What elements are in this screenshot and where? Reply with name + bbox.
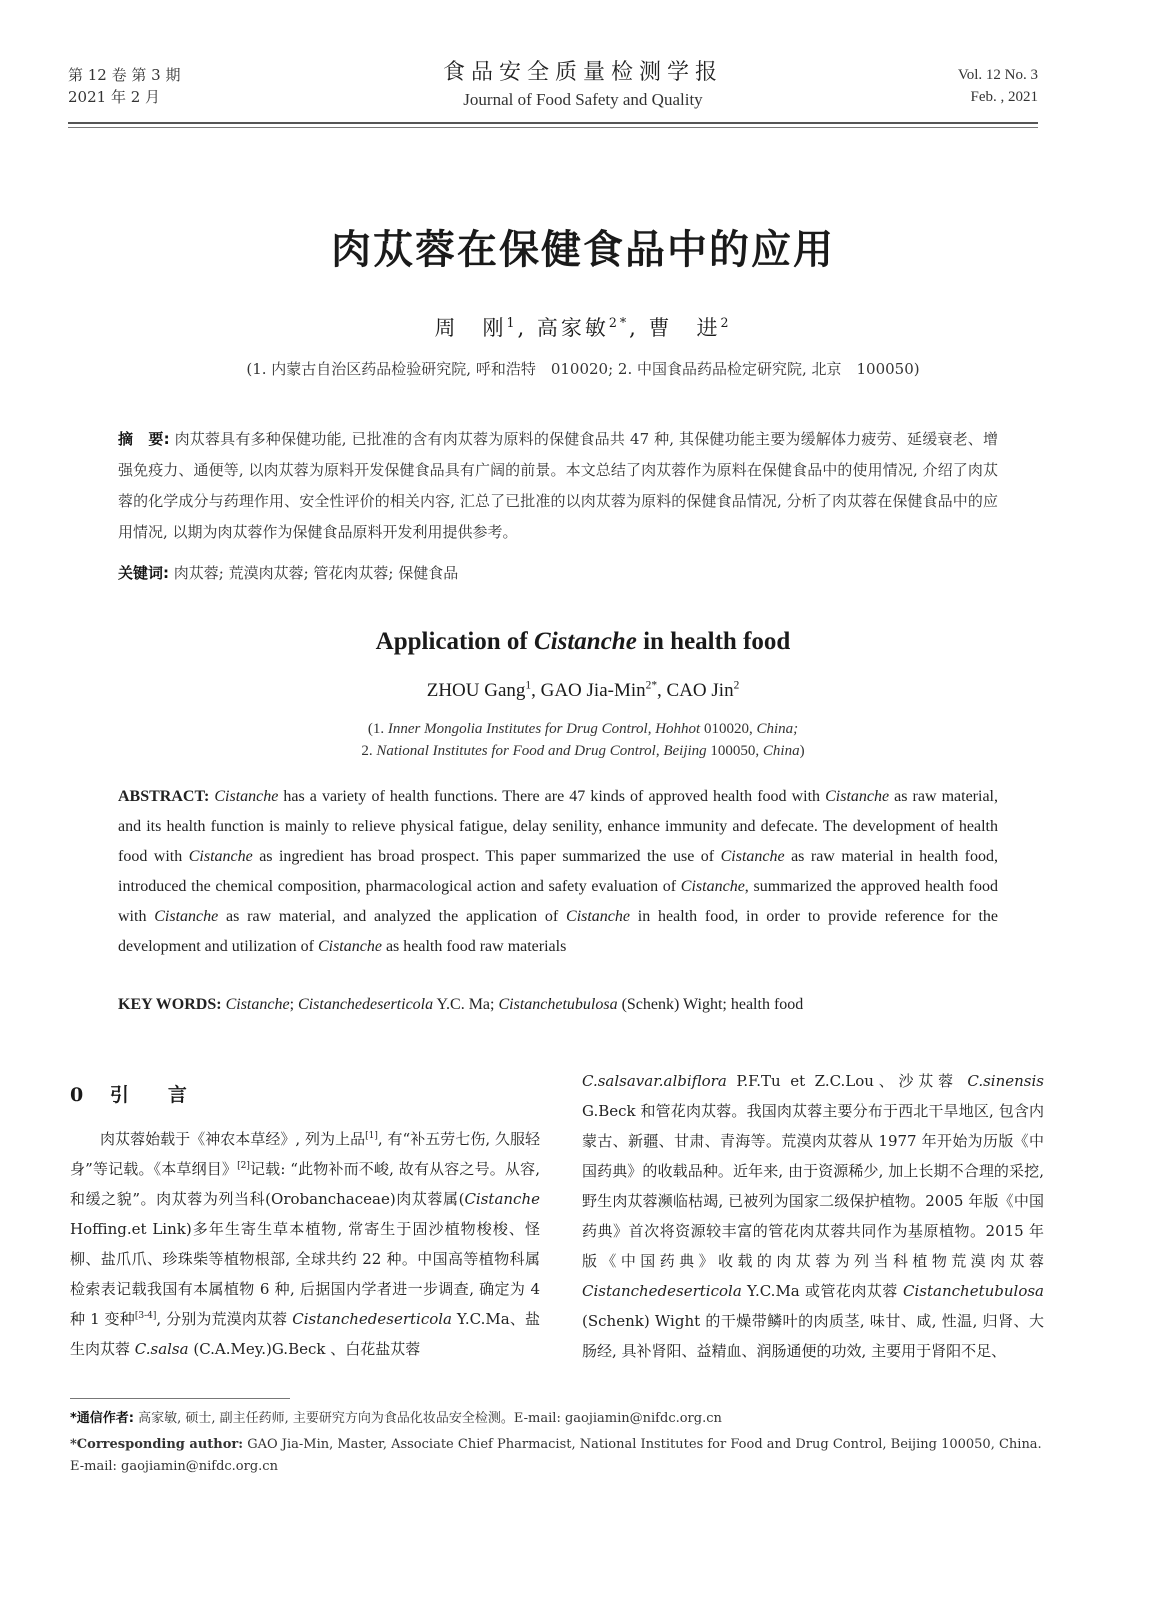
keywords-en-text	[222, 996, 804, 1013]
abstract-cn-text: 肉苁蓉具有多种保健功能, 已批准的含有肉苁蓉为原料的保健食品共 47 种, 其保健功能主要为缓解体力疲劳、延缓衰老、增强免疫力、通便等, 以肉苁蓉为原料开发保健食品具有广阔的前景。本文总结了肉苁蓉作为原料在保健食品中的使用情况, 介绍了肉苁蓉的化学成分与药理作用、安全性评价的相关内容, 汇总了已批准的以肉苁蓉为原料的保健食品情况, 分析了肉苁蓉在保健食品中的应用情况, 以期为肉苁蓉作为保健食品原料开发利用提供参考。	[118, 430, 999, 541]
authors-cn	[0, 312, 1166, 342]
abstract-en-italic: Cistanche	[317, 938, 382, 955]
body-left-text: 记载: “此物补而不峻, 故有从容之号。从容, 和缓之貌”。肉苁蓉为列当科(Orobanchaceae)肉苁蓉属(	[70, 1160, 541, 1208]
author-cn-name: 曹 进	[648, 316, 721, 340]
body-left-text: 肉苁蓉始载于《神农本草经》, 列为上品	[100, 1130, 366, 1148]
author-en-name: GAO Jia-Min	[540, 680, 646, 701]
volume-issue-cn: 第 12 卷 第 3 期	[68, 66, 181, 84]
journal-name-en: Journal of Food Safety and Quality	[463, 90, 703, 109]
author-cn-affil-mark: 2	[720, 315, 732, 330]
abstract-en-text: has a variety of health functions. There are 47 kinds of approved health food with	[278, 788, 826, 805]
abstract-en-italic: Cistanche	[720, 848, 785, 865]
footnote-cn	[70, 1408, 1050, 1430]
affil-en-inst2: National Institutes for Food and Drug Control	[376, 743, 656, 759]
author-cn-affil-mark: 1	[506, 315, 518, 330]
footnote-en-label: *Corresponding author:	[70, 1437, 244, 1452]
footnote-cn-text: 高家敏, 硕士, 副主任药师, 主要研究方向为食品化妆品安全检测。E-mail: gaojiamin@nifdc.org.cn	[134, 1411, 722, 1426]
affiliation-en-line1	[0, 718, 1166, 740]
keywords-en-text: Y.C. Ma;	[433, 996, 499, 1013]
title-en-italic: Cistanche	[534, 628, 637, 655]
body-left-citation: [2]	[237, 1161, 250, 1171]
abstract-cn	[118, 424, 998, 548]
affil-en-code2: 100050,	[706, 743, 763, 759]
author-cn-name: 周 刚	[434, 316, 507, 340]
affil-en-inst1: Inner Mongolia Institutes for Drug Control	[387, 721, 648, 737]
author-en-separator: ,	[531, 680, 541, 701]
body-paragraph-left	[70, 1124, 540, 1364]
keywords-en-label: KEY WORDS:	[118, 996, 222, 1013]
abstract-en-text: as health food raw materials	[381, 938, 567, 955]
keywords-en-italic: Cistanche	[225, 996, 290, 1013]
header-rule-thick	[68, 122, 1038, 124]
abstract-en-text: as raw material, and analyzed the application of	[218, 908, 567, 925]
abstract-en-italic: Cistanche	[680, 878, 745, 895]
keywords-cn	[118, 560, 998, 586]
keywords-en-text: ;	[289, 996, 299, 1013]
body-right-text: G.Beck 和管花肉苁蓉。我国肉苁蓉主要分布于西北干旱地区, 包含内蒙古、新疆、甘肃、青海等。荒漠肉苁蓉从 1977 年开始为历版《中国药典》的收载品种。近年来, 由于资源稀少, 加上长期不合理的采挖, 野生肉苁蓉濒临枯竭, 已被列为国家二级保护植物。2005 年版《中国药典》首次将资源较丰富的管花肉苁蓉共同作为基原植物。2015 年版《中国药典》收载的肉苁蓉为列当科植物荒漠肉苁蓉	[582, 1102, 1044, 1270]
affil-en-country2: China	[762, 743, 800, 759]
affiliation-cn: (1. 内蒙古自治区药品检验研究院, 呼和浩特 010020; 2. 中国食品药品检定研究院, 北京 100050)	[246, 360, 920, 378]
abstract-en-text: in health food, in order to provide reference for the development and utilization of	[118, 908, 999, 955]
author-en-separator: ,	[657, 680, 667, 701]
authors-en	[0, 680, 1166, 702]
body-right-italic: C.sinensis	[967, 1072, 1044, 1090]
body-left-text: Y.C.Ma、盐生肉苁蓉	[70, 1310, 540, 1358]
abstract-en	[118, 782, 998, 962]
author-cn-affil-mark: 2*	[608, 315, 630, 330]
journal-name	[360, 58, 806, 112]
author-en-affil-mark: 2	[733, 679, 740, 692]
section-number: 0	[70, 1084, 94, 1106]
abstract-en-text: , summarized the approved health food with	[118, 878, 998, 925]
body-column-left	[70, 1124, 540, 1364]
abstract-en-text: as ingredient has broad prospect. This paper summarized the use of	[252, 848, 721, 865]
abstract-en-text: as raw material, and its health function is mainly to relieve physical fatigue, delay senility, enhance immunity and defecate. The development of health food with	[118, 788, 999, 865]
abstract-en-text: as raw material in health food, introduced the chemical composition, pharmacological action and safety evaluation of	[118, 848, 998, 895]
body-left-italic: Cistanche	[464, 1190, 540, 1208]
affil-en-city1: Hohhot	[655, 721, 701, 737]
keywords-en-text: (Schenk) Wight; health food	[617, 996, 804, 1013]
footnote-rule	[70, 1398, 290, 1399]
body-right-italic: C.salsavar.albiflora	[582, 1072, 727, 1090]
author-en-name: ZHOU Gang	[426, 680, 526, 701]
body-left-italic: Cistanchedeserticola	[292, 1310, 452, 1328]
date-en: Feb. , 2021	[970, 89, 1038, 105]
keywords-en-italic: Cistanchedeserticola	[298, 996, 434, 1013]
keywords-en-italic: Cistanchetubulosa	[498, 996, 618, 1013]
abstract-en-italic: Cistanche	[825, 788, 890, 805]
paper-title-cn: 肉苁蓉在保健食品中的应用	[331, 227, 835, 273]
body-left-citation: [1]	[365, 1131, 378, 1141]
header-volume-cn	[68, 64, 180, 108]
body-right-text: (Schenk) Wight 的干燥带鳞叶的肉质茎, 味甘、咸, 性温, 归肾、大肠经, 具补肾阳、益精血、润肠通便的功效, 主要用于肾阳不足、	[582, 1312, 1044, 1360]
author-cn-separator: ,	[517, 316, 537, 340]
abstract-en-italic: Cistanche	[566, 908, 631, 925]
abstract-en-italic: Cistanche	[214, 788, 279, 805]
body-left-text: , 有“补五劳七伤, 久服轻身”等记载。《本草纲目》	[70, 1130, 540, 1178]
abstract-en-label: ABSTRACT:	[118, 788, 210, 805]
footnote-cn-label: *通信作者:	[70, 1411, 134, 1426]
body-left-citation: [3-4]	[134, 1311, 157, 1321]
body-paragraph-right	[582, 1066, 1044, 1366]
title-en-post: in health food	[636, 628, 791, 655]
author-en-name: CAO Jin	[666, 680, 734, 701]
paper-title-en	[0, 628, 1166, 656]
affiliation-en	[0, 718, 1166, 762]
date-cn: 2021 年 2 月	[68, 88, 161, 106]
keywords-cn-label: 关键词:	[118, 564, 169, 582]
keywords-en	[118, 992, 998, 1018]
abstract-en-italic: Cistanche	[154, 908, 219, 925]
section-title: 引 言	[109, 1084, 197, 1106]
affil-en-sep1: ,	[647, 721, 656, 737]
footnote-en	[70, 1434, 1050, 1478]
body-left-text: (C.A.Mey.)G.Beck 、白花盐苁蓉	[188, 1340, 421, 1358]
body-right-italic: Cistanchetubulosa	[903, 1282, 1044, 1300]
abstract-cn-label: 摘 要:	[118, 430, 170, 448]
abstract-en-text	[118, 788, 998, 955]
author-cn-name: 高家敏	[536, 316, 609, 340]
header-rule-thin	[68, 127, 1038, 128]
body-left-text: , 分别为荒漠肉苁蓉	[156, 1310, 293, 1328]
body-right-text: P.F.Tu et Z.C.Lou、沙苁蓉	[726, 1072, 968, 1090]
affiliation-en-line2	[0, 740, 1166, 762]
footnote-en-text: GAO Jia-Min, Master, Associate Chief Pharmacist, National Institutes for Food and Drug Control, Beijing 100050, China. E-mail: gaojiamin@nifdc.org.cn	[70, 1437, 1042, 1474]
affil-en-open: (1.	[367, 721, 388, 737]
title-en-pre: Application of	[375, 628, 535, 655]
affil-en-sep2: ,	[655, 743, 664, 759]
volume-issue-en: Vol. 12 No. 3	[957, 67, 1038, 83]
body-right-italic: Cistanchedeserticola	[582, 1282, 742, 1300]
header-volume-en	[958, 64, 1038, 108]
body-column-right	[582, 1066, 1044, 1366]
keywords-cn-text: 肉苁蓉; 荒漠肉苁蓉; 管花肉苁蓉; 保健食品	[173, 564, 459, 582]
journal-name-cn: 食品安全质量检测学报	[442, 60, 723, 85]
body-right-text: Y.C.Ma 或管花肉苁蓉	[741, 1282, 904, 1300]
author-cn-separator: ,	[629, 316, 649, 340]
author-en-affil-mark: 2*	[645, 679, 658, 692]
abstract-en-italic: Cistanche	[188, 848, 253, 865]
affil-en-num2: 2.	[361, 743, 377, 759]
affil-en-close: )	[799, 743, 805, 759]
body-left-italic: C.salsa	[134, 1340, 189, 1358]
affil-en-code1: 010020,	[700, 721, 757, 737]
affil-en-country1: China;	[756, 721, 799, 737]
affil-en-city2: Beijing	[663, 743, 707, 759]
body-left-text: Hoffing.et Link)多年生寄生草本植物, 常寄生于固沙植物梭梭、怪柳、盐爪爪、珍珠柴等植物根部, 全球共约 22 种。中国高等植物科属检索表记载我国有本属植物 6 种, 后据国内学者进一步调查, 确定为 4 种 1 变种	[70, 1220, 540, 1328]
section-heading	[70, 1080, 197, 1107]
author-en-affil-mark: 1	[525, 679, 532, 692]
